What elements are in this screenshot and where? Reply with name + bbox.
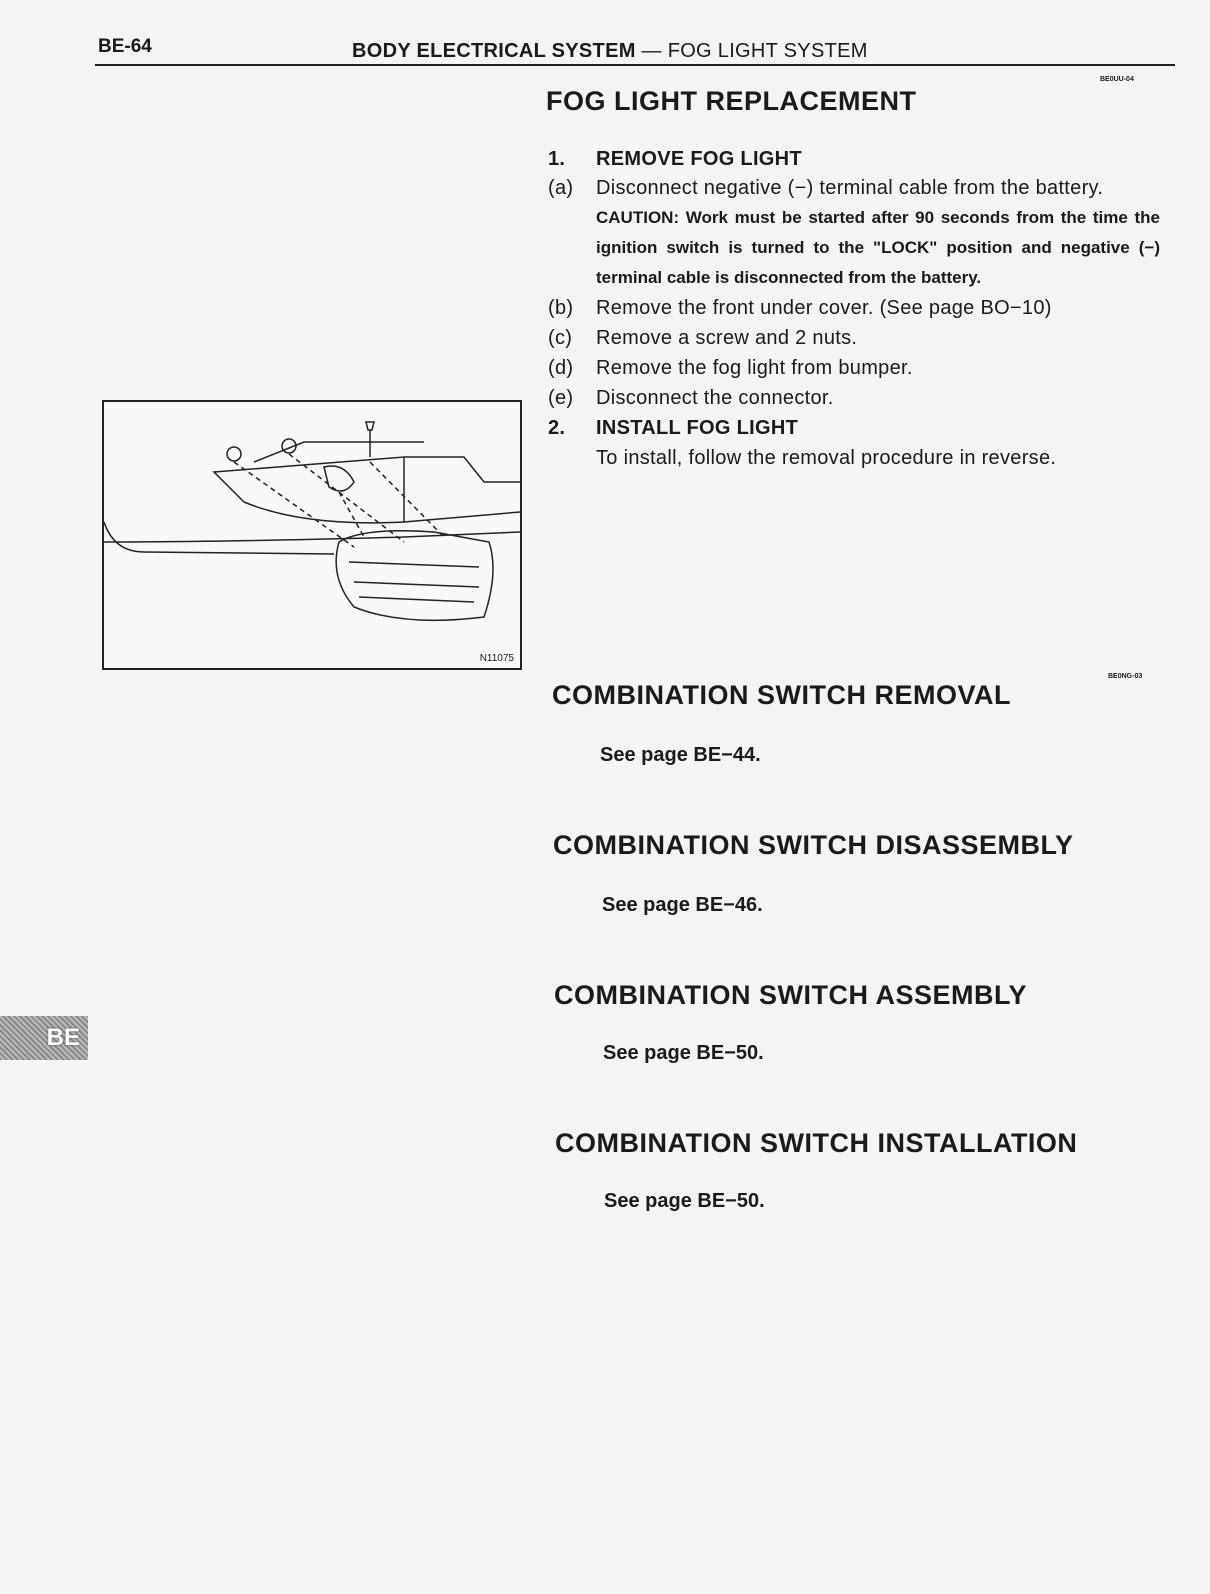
page-number: BE-64 xyxy=(98,36,152,57)
section-code: BE0UU-04 xyxy=(1100,76,1134,83)
substep-d xyxy=(548,353,1160,383)
section-title: BODY ELECTRICAL SYSTEM xyxy=(352,40,636,62)
step-number: 1. xyxy=(548,148,566,170)
substep-a xyxy=(548,174,1160,203)
caution-note: CAUTION: Work must be started after 90 seconds from the time the ignition switch is turned to the "LOCK" position and negative (−) terminal cable is disconnected from the battery. xyxy=(596,208,1160,287)
figure-label: N11075 xyxy=(479,653,514,664)
step-2-text: To install, follow the removal procedure in reverse. xyxy=(596,447,1057,469)
substep-text: Disconnect negative (−) terminal cable from the battery. xyxy=(596,177,1104,199)
substep-label: (c) xyxy=(548,327,573,349)
heading-combination-switch-removal: COMBINATION SWITCH REMOVAL xyxy=(552,680,1011,710)
heading-fog-light-replacement: FOG LIGHT REPLACEMENT xyxy=(546,86,917,116)
step-2 xyxy=(548,413,1160,443)
substep-label: (a) xyxy=(548,177,574,199)
see-page-reference: See page BE−50. xyxy=(604,1190,765,1212)
section-tab-label: BE xyxy=(46,1024,80,1051)
see-page-reference: See page BE−44. xyxy=(600,744,761,766)
header-separator: — xyxy=(635,40,668,62)
see-page-reference: See page BE−50. xyxy=(603,1042,764,1064)
page-header xyxy=(352,40,868,63)
step-number: 2. xyxy=(548,417,566,439)
fog-light-diagram xyxy=(104,402,520,668)
subsection-title: FOG LIGHT SYSTEM xyxy=(667,40,868,62)
section-tab xyxy=(0,1016,88,1060)
see-page-reference: See page BE−46. xyxy=(602,894,763,916)
step-1 xyxy=(548,144,1160,174)
fog-light-illustration xyxy=(102,400,522,670)
substep-label: (e) xyxy=(548,387,574,409)
substep-e xyxy=(548,383,1160,413)
substep-label: (d) xyxy=(548,357,574,379)
procedure xyxy=(548,144,1160,473)
substep-b xyxy=(548,293,1160,323)
substep-text: Remove a screw and 2 nuts. xyxy=(596,327,858,349)
substep-text: Remove the fog light from bumper. xyxy=(596,357,913,379)
heading-combination-switch-disassembly: COMBINATION SWITCH DISASSEMBLY xyxy=(553,830,1074,860)
step-title: INSTALL FOG LIGHT xyxy=(596,417,799,439)
header-rule xyxy=(95,64,1175,66)
heading-combination-switch-assembly: COMBINATION SWITCH ASSEMBLY xyxy=(554,980,1028,1010)
section-code: BE0NG-03 xyxy=(1108,673,1143,680)
substep-c xyxy=(548,323,1160,353)
step-title: REMOVE FOG LIGHT xyxy=(596,148,802,170)
substep-label: (b) xyxy=(548,297,574,319)
heading-combination-switch-installation: COMBINATION SWITCH INSTALLATION xyxy=(555,1128,1078,1158)
substep-text: Remove the front under cover. (See page BO−10) xyxy=(596,297,1052,319)
substep-text: Disconnect the connector. xyxy=(596,387,834,409)
